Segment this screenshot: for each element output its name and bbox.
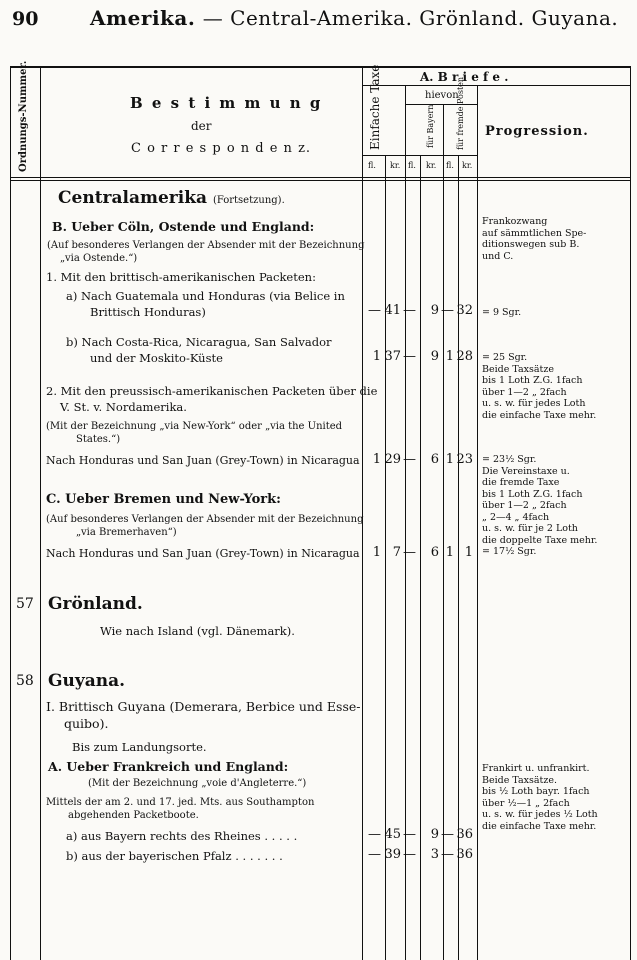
fl-label-taxe: fl.	[368, 161, 376, 170]
progression-line: = 25 Sgr.	[482, 352, 528, 363]
table-cell-taxe-kr: 45	[384, 827, 401, 842]
table-cell-taxe-fl: —	[368, 303, 381, 318]
progression-line: und C.	[482, 250, 514, 262]
note-b2-1: (Mit der Bezeichnung „via New-York“ oder „via the United	[46, 421, 343, 432]
progression-line: auf sämmtlichen Spe-	[482, 227, 587, 239]
guyana-i-1: I. Brittisch Guyana (Demerara, Berbice und Esse-	[46, 699, 361, 714]
row-ga-a-label: a) aus Bayern rechts des Rheines . . . . .	[66, 829, 298, 843]
progression-p3	[482, 352, 596, 421]
item-b2-2: V. St. v. Nordamerika.	[60, 400, 187, 414]
table-cell-fr-kr: 36	[456, 827, 473, 842]
table-cell-fr-kr: 32	[456, 303, 473, 318]
table-cell-taxe-kr: 29	[384, 452, 401, 467]
item-b1a-1: a) Nach Guatemala und Honduras (via Belice in	[66, 289, 345, 303]
table-cell-fr-fl: —	[441, 303, 454, 318]
hievon-header: hievon	[425, 90, 459, 101]
briefe-rule	[362, 85, 630, 86]
order-number-58: 58	[16, 673, 34, 689]
page-title	[90, 6, 618, 30]
item-b1: 1. Mit den brittisch-amerikanischen Packeten:	[46, 270, 316, 284]
order-number-57: 57	[16, 596, 34, 612]
table-cell-bay-fl: —	[403, 349, 416, 364]
section-title-text: Centralamerika	[58, 188, 208, 208]
heading-b: B. Ueber Cöln, Ostende und England:	[52, 219, 315, 234]
note-b2-2: States.“)	[76, 434, 121, 445]
progression-line: über 1—2 „ 2fach	[482, 386, 567, 398]
progression-line: u. s. w. für je 2 Loth	[482, 523, 578, 534]
einfache-taxe-header: Einfache Taxe	[368, 64, 382, 150]
progression-line: Frankirt u. unfrankirt.	[482, 763, 590, 774]
progression-line: die doppelte Taxe mehr.	[482, 534, 598, 546]
table-cell-taxe-kr: 7	[392, 545, 401, 560]
progression-line: „ 2—4 „ 4fach	[482, 511, 550, 523]
table-cell-fr-kr: 23	[456, 452, 473, 467]
progression-line: bis 1 Loth Z.G. 1fach	[482, 488, 583, 500]
progression-line: Die Vereinstaxe u.	[482, 465, 570, 477]
progression-line: = 23½ Sgr.	[482, 454, 537, 465]
progression-line: u. s. w. für jedes ½ Loth	[482, 809, 598, 820]
item-b1a-2: Brittisch Honduras)	[90, 305, 206, 319]
note-c-1: (Auf besonderes Verlangen der Absender mit der Bezeichnung	[46, 514, 364, 525]
table-cell-bay-kr: 9	[430, 349, 439, 364]
section-groenland: Grönland.	[48, 594, 143, 614]
table-cell-bay-fl: —	[403, 847, 416, 862]
table-cell-taxe-kr: 39	[384, 847, 401, 862]
table-cell-fr-fl: 1	[445, 452, 454, 467]
item-b1b-1: b) Nach Costa-Rica, Nicaragua, San Salvador	[66, 335, 332, 349]
col-rule-left	[10, 66, 11, 960]
table-cell-taxe-kr: 37	[384, 349, 401, 364]
fl-label-bay: fl.	[408, 161, 416, 170]
progression-line: über ½—1 „ 2fach	[482, 797, 570, 809]
table-cell-taxe-fl: —	[368, 847, 381, 862]
flkr-rule	[362, 155, 477, 156]
table-cell-taxe-kr: 41	[384, 303, 401, 318]
briefe-header: A. B r i e f e .	[420, 70, 509, 84]
guyana-bis: Bis zum Landungsorte.	[72, 740, 207, 754]
header-bottom-rule-2	[10, 180, 630, 181]
table-top-rule	[10, 66, 630, 68]
col-rule-right	[630, 66, 631, 960]
col-rule-ordnung	[40, 66, 41, 960]
progression-p1	[482, 216, 586, 262]
table-cell-bay-kr: 3	[430, 847, 439, 862]
progression-line: Beide Taxsätze	[482, 363, 554, 375]
table-cell-bay-fl: —	[403, 827, 416, 842]
table-cell-bay-kr: 6	[430, 452, 439, 467]
progression-line: die fremde Taxe	[482, 477, 560, 488]
progression-line: u. s. w. für jedes Loth	[482, 398, 586, 409]
bestimmung-correspondenz: C o r r e s p o n d e n z.	[131, 141, 312, 156]
note-b-1: (Auf besonderes Verlangen der Absender mit der Bezeichnung	[47, 240, 365, 251]
table-cell-taxe-fl: —	[368, 827, 381, 842]
section-fortsetzung: (Fortsetzung).	[212, 195, 285, 206]
table-cell-bay-fl: —	[403, 452, 416, 467]
page-title-rest: — Central-Amerika. Grönland. Guyana.	[202, 6, 619, 30]
hievon-rule	[405, 104, 477, 105]
table-cell-fr-kr: 28	[456, 349, 473, 364]
progression-line: Beide Taxsätze.	[482, 774, 557, 786]
table-cell-taxe-fl: 1	[372, 349, 381, 364]
ga-mittels-1: Mittels der am 2. und 17. jed. Mts. aus Southampton	[46, 797, 315, 808]
progression-line: über 1—2 „ 2fach	[482, 500, 567, 511]
progression-p5	[482, 763, 598, 832]
progression-line: Frankozwang	[482, 216, 548, 227]
heading-c: C. Ueber Bremen und New-York:	[46, 492, 281, 507]
table-cell-bay-fl: —	[403, 545, 416, 560]
page-number: 90	[12, 8, 39, 30]
col-rule-bestimmung	[362, 66, 363, 960]
progression-line: die einfache Taxe mehr.	[482, 409, 597, 421]
progression-line: ditionswegen sub B.	[482, 239, 580, 250]
kr-label-fr: kr.	[462, 161, 473, 170]
table-cell-taxe-fl: 1	[372, 452, 381, 467]
note-b-2: „via Ostende.“)	[60, 253, 138, 264]
table-cell-fr-kr: 36	[456, 847, 473, 862]
fl-label-fr: fl.	[446, 161, 454, 170]
table-cell-fr-fl: 1	[445, 349, 454, 364]
section-centralamerika	[58, 188, 285, 208]
row-ga-b-label: b) aus der bayerischen Pfalz . . . . . . .	[66, 849, 283, 863]
row-b2-label: Nach Honduras und San Juan (Grey-Town) in Nicaragua	[46, 454, 360, 467]
guyana-i-2: quibo).	[64, 716, 109, 731]
item-b1b-2: und der Moskito-Küste	[90, 351, 223, 365]
bestimmung-header: B e s t i m m u n g	[130, 94, 323, 112]
progression-line: bis ½ Loth bayr. 1fach	[482, 786, 590, 797]
table-cell-bay-fl: —	[403, 303, 416, 318]
fuer-bayern-header: für Bayern	[426, 104, 435, 148]
item-b2-1: 2. Mit den preussisch-amerikanischen Packeten über die	[46, 384, 378, 398]
progression-line: die einfache Taxe mehr.	[482, 820, 597, 832]
table-cell-bay-kr: 9	[430, 303, 439, 318]
progression-line: = 9 Sgr.	[482, 307, 522, 318]
ordnungs-nummer-header: Ordnungs-Nummer.	[18, 60, 29, 172]
table-cell-fr-fl: —	[441, 847, 454, 862]
fuer-fremde-posten-header: für fremde Posten	[456, 76, 465, 150]
table-cell-fr-fl: 1	[445, 545, 454, 560]
table-cell-fr-kr: 1	[464, 545, 473, 560]
note-c-2: „via Bremerhaven“)	[76, 527, 177, 538]
kr-label-taxe: kr.	[390, 161, 401, 170]
kr-label-bay: kr.	[426, 161, 437, 170]
table-cell-bay-kr: 6	[430, 545, 439, 560]
page-title-main: Amerika.	[90, 6, 196, 30]
heading-ga: A. Ueber Frankreich und England:	[48, 759, 289, 774]
header-bottom-rule	[10, 177, 630, 178]
progression-p2	[482, 307, 521, 319]
ga-mittels-2: abgehenden Packetboote.	[68, 810, 199, 821]
progression-line: bis 1 Loth Z.G. 1fach	[482, 375, 583, 386]
table-cell-taxe-fl: 1	[372, 545, 381, 560]
table-cell-bay-kr: 9	[430, 827, 439, 842]
section-guyana: Guyana.	[48, 671, 126, 691]
row-c-label: Nach Honduras und San Juan (Grey-Town) in Nicaragua	[46, 547, 360, 560]
progression-p4	[482, 454, 597, 558]
col-rule-progression	[477, 85, 478, 960]
bestimmung-der: der	[191, 119, 212, 133]
note-ga: (Mit der Bezeichnung „voie d'Angleterre.“)	[88, 778, 307, 789]
groenland-text: Wie nach Island (vgl. Dänemark).	[100, 624, 295, 638]
progression-header: Progression.	[485, 124, 589, 139]
table-cell-fr-fl: —	[441, 827, 454, 842]
progression-line: = 17½ Sgr.	[482, 546, 537, 557]
